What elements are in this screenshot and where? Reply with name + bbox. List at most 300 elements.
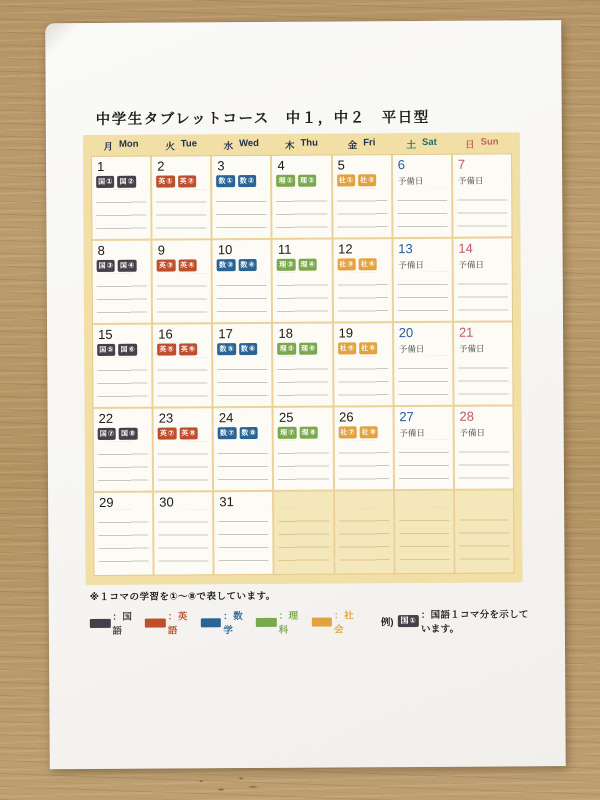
legend-color-chip — [311, 617, 332, 626]
subject-badge — [299, 343, 317, 355]
lesson-number: ⑦ — [107, 429, 115, 439]
calendar-empty-cell — [274, 492, 333, 574]
lesson-number: ⑤ — [167, 344, 174, 354]
subject-badge — [97, 260, 115, 272]
subject-kanji: 理 — [279, 261, 287, 269]
date-number: 15 — [98, 326, 113, 342]
calendar-day-cell — [212, 156, 271, 238]
date-number: 25 — [278, 409, 294, 425]
subject-kanji: 理 — [301, 429, 309, 437]
date-number: 24 — [218, 410, 234, 426]
day-header-sat — [392, 136, 452, 150]
badge-row — [217, 259, 271, 271]
subject-badge — [278, 343, 296, 355]
subject-badge — [298, 175, 316, 187]
reserve-day-label: 予備日 — [398, 260, 424, 271]
date-number: 31 — [219, 494, 234, 510]
day-header-en: Mon — [118, 138, 139, 150]
ruled-lines — [217, 273, 267, 319]
lesson-number: ② — [307, 175, 315, 185]
ruled-lines — [277, 273, 327, 319]
day-header-jp: 日 — [465, 139, 475, 151]
subject-badge — [299, 427, 317, 439]
subject-kanji: 英 — [181, 429, 189, 437]
subject-kanji: 理 — [300, 261, 308, 269]
subject-kanji: 国 — [119, 178, 127, 186]
badge-row — [157, 344, 211, 356]
day-header-jp: 火 — [165, 140, 175, 153]
badge-row — [218, 427, 272, 439]
ruled-lines — [156, 189, 206, 235]
subject-kanji: 社 — [340, 428, 348, 437]
day-header-en: Thu — [300, 137, 318, 149]
ruled-lines — [98, 442, 148, 488]
badge-row — [277, 175, 331, 187]
subject-kanji: 英 — [158, 262, 166, 270]
calendar-day-cell — [213, 324, 272, 406]
subject-kanji: 国 — [120, 262, 128, 270]
day-header-jp: 土 — [406, 139, 417, 151]
lesson-number: ② — [187, 176, 195, 186]
day-header-jp: 金 — [347, 139, 358, 151]
day-header-jp: 水 — [223, 140, 234, 152]
lesson-number: ⑦ — [288, 428, 295, 438]
subject-kanji: 英 — [180, 345, 188, 353]
ruled-lines — [278, 441, 328, 487]
date-number: 30 — [159, 494, 174, 510]
calendar-empty-cell — [455, 490, 514, 572]
subject-kanji: 数 — [219, 429, 227, 437]
subject-kanji: 理 — [279, 345, 287, 353]
day-header-en: Sat — [422, 136, 437, 148]
calendar-day-cell — [454, 406, 513, 488]
legend-item — [201, 608, 248, 636]
badge-row — [158, 428, 212, 440]
subject-badge — [277, 175, 295, 187]
ruled-lines — [338, 356, 388, 402]
lesson-number: ④ — [248, 260, 255, 270]
badge-row — [338, 342, 392, 354]
legend-item — [311, 607, 358, 635]
badge-row — [277, 259, 331, 271]
lesson-number: ⑧ — [129, 429, 136, 439]
subject-badge — [359, 343, 377, 355]
badge-row — [97, 260, 151, 272]
day-header-tue — [151, 138, 211, 152]
ruled-lines — [458, 355, 508, 401]
lesson-number: ③ — [226, 260, 234, 270]
date-number: 26 — [339, 409, 354, 425]
lesson-number: ⑤ — [347, 343, 355, 353]
reserve-day-label: 予備日 — [399, 428, 425, 439]
subject-kanji: 国 — [99, 346, 107, 354]
badge-row — [337, 258, 391, 270]
reserve-day-label: 予備日 — [458, 343, 485, 355]
subject-badge — [119, 428, 137, 440]
subject-badge — [179, 344, 197, 356]
subject-kanji: 理 — [299, 177, 307, 185]
lesson-number: ④ — [188, 260, 195, 270]
ruled-lines — [337, 188, 387, 234]
lesson-number: ① — [286, 176, 293, 186]
subject-badge — [118, 260, 136, 272]
subject-badge — [96, 176, 114, 188]
legend-label: ：理科 — [278, 610, 299, 636]
ruled-lines — [157, 357, 207, 403]
subject-kanji: 数 — [240, 345, 248, 353]
subject-badge — [278, 427, 296, 439]
calendar-day-cell — [213, 240, 272, 322]
subject-kanji: 国 — [120, 346, 128, 354]
day-header-jp: 木 — [284, 140, 295, 152]
ruled-lines — [218, 509, 269, 571]
lesson-number: ⑧ — [189, 428, 196, 438]
ruled-lines — [398, 440, 448, 486]
lesson-number: ② — [247, 176, 255, 186]
lesson-number: ① — [106, 177, 113, 187]
legend-row — [90, 606, 530, 637]
ruled-lines — [158, 441, 208, 487]
date-number: 18 — [278, 325, 294, 341]
calendar-day-cell — [94, 409, 153, 491]
subject-kanji: 理 — [278, 177, 286, 185]
legend-label: ：社会 — [334, 610, 355, 636]
calendar-day-cell — [273, 240, 332, 322]
day-header-thu — [271, 137, 331, 151]
reserve-day-label: 予備日 — [397, 176, 424, 187]
legend-label: ：国語 — [112, 611, 133, 637]
lesson-number: ⑦ — [348, 427, 355, 437]
date-number: 20 — [398, 325, 414, 341]
subject-kanji: 国 — [98, 262, 106, 270]
ruled-lines — [397, 188, 447, 234]
ruled-lines — [339, 508, 390, 570]
calendar-day-cell — [214, 492, 273, 574]
legend-label: ：数学 — [223, 611, 244, 637]
calendar-day-cell — [154, 408, 213, 490]
subject-badge — [216, 175, 234, 187]
subject-badge — [338, 343, 356, 355]
date-number: 10 — [217, 242, 233, 258]
monthly-calendar — [83, 132, 523, 585]
legend-item — [256, 608, 303, 636]
lesson-number: ③ — [166, 260, 174, 270]
calendar-day-cell — [394, 323, 453, 405]
badge-row — [96, 176, 150, 188]
ruled-lines — [459, 439, 509, 485]
subject-badge — [277, 259, 295, 271]
subject-kanji: 数 — [241, 429, 249, 437]
ruled-lines — [457, 187, 507, 233]
date-number: 19 — [338, 325, 354, 341]
calendar-day-cell — [272, 156, 331, 238]
calendar-day-cell — [153, 240, 212, 322]
subject-badge — [337, 175, 355, 187]
ruled-lines — [337, 272, 387, 318]
calendar-day-cell — [333, 239, 392, 321]
date-number: 27 — [399, 409, 414, 425]
subject-badge — [298, 259, 316, 271]
calendar-day-cell — [154, 492, 213, 574]
badge-row — [216, 175, 270, 187]
subject-badge — [158, 428, 176, 440]
subject-kanji: 理 — [300, 345, 308, 353]
legend-item — [145, 608, 192, 636]
day-header-en: Wed — [239, 137, 259, 149]
subject-kanji: 数 — [218, 177, 226, 185]
lesson-number: ① — [166, 176, 173, 186]
ruled-lines — [279, 509, 330, 571]
reserve-day-label: 予備日 — [457, 175, 484, 187]
date-number: 9 — [157, 242, 165, 258]
subject-kanji: 社 — [339, 260, 347, 269]
subject-kanji: 数 — [218, 261, 226, 269]
legend-color-chip — [201, 618, 222, 627]
subject-badge — [119, 344, 137, 356]
ruled-lines — [399, 508, 450, 570]
legend-example — [381, 606, 530, 635]
calendar-day-cell — [152, 156, 211, 238]
badge-row — [278, 427, 332, 439]
lesson-number: ④ — [308, 259, 315, 269]
lesson-number: ⑤ — [287, 344, 294, 354]
calendar-day-cell — [93, 241, 152, 323]
lesson-number: ④ — [368, 259, 375, 269]
day-header-jp: 月 — [103, 141, 114, 153]
calendar-day-cell — [453, 154, 512, 236]
page-title: 中学生タブレットコース 中１，中２ 平日型 — [95, 109, 430, 128]
subject-badge — [398, 615, 419, 627]
subject-kanji: 国 — [400, 616, 409, 626]
lesson-number: ⑧ — [309, 427, 316, 437]
calendar-day-cell — [453, 238, 512, 320]
reserve-day-label: 予備日 — [398, 344, 425, 355]
subject-kanji: 英 — [159, 430, 167, 438]
lesson-number: ⑦ — [167, 428, 175, 438]
calendar-day-cell — [93, 325, 152, 407]
badge-row — [337, 174, 391, 186]
calendar-empty-cell — [395, 491, 454, 573]
lesson-number: ⑦ — [227, 428, 235, 438]
ruled-lines — [158, 509, 209, 571]
date-number: 1 — [97, 158, 105, 174]
badge-row — [157, 260, 211, 272]
lesson-number: ⑤ — [107, 345, 114, 355]
subject-kanji: 英 — [179, 177, 187, 185]
badge-row — [98, 428, 152, 440]
ruled-lines — [218, 357, 268, 403]
date-number: 3 — [217, 158, 225, 174]
calendar-day-cell — [394, 407, 453, 489]
subject-badge — [97, 344, 115, 356]
date-number: 12 — [338, 241, 353, 257]
subject-kanji: 社 — [339, 344, 347, 353]
ruled-lines — [338, 440, 388, 486]
calendar-day-cell — [333, 155, 392, 237]
ruled-lines — [218, 441, 268, 487]
calendar-day-cell — [393, 239, 452, 321]
legend-label: ：英語 — [167, 611, 188, 637]
subject-badge — [156, 176, 174, 188]
lesson-number: ⑧ — [249, 428, 256, 438]
subject-kanji: 社 — [338, 176, 346, 185]
day-header-sun — [452, 136, 512, 150]
calendar-day-cell — [334, 323, 393, 405]
subject-kanji: 英 — [159, 346, 167, 354]
subject-badge — [239, 427, 257, 439]
subject-badge — [358, 175, 376, 187]
lesson-number: ④ — [127, 261, 135, 271]
date-number: 16 — [158, 326, 173, 342]
calendar-day-cell — [214, 408, 273, 490]
lesson-number: ② — [368, 175, 375, 185]
badge-row — [338, 426, 392, 438]
legend-color-chip — [256, 617, 277, 626]
ruled-lines — [97, 358, 147, 404]
subject-badge — [218, 427, 236, 439]
subject-kanji: 数 — [239, 177, 247, 185]
reserve-day-label: 予備日 — [458, 259, 485, 271]
legend-color-chip — [145, 618, 166, 627]
calendar-grid — [91, 153, 515, 576]
day-header-wed — [211, 137, 271, 151]
ruled-lines — [216, 189, 266, 235]
subject-badge — [238, 259, 256, 271]
calendar-day-cell — [334, 407, 393, 489]
calendar-day-cell — [393, 155, 452, 237]
ruled-lines — [157, 273, 207, 319]
subject-badge — [98, 428, 116, 440]
date-number: 2 — [157, 158, 165, 174]
lesson-number: ③ — [106, 261, 114, 271]
ruled-lines — [277, 189, 327, 235]
subject-kanji: 国 — [121, 430, 129, 438]
ruled-lines — [458, 271, 508, 317]
wood-scratch-marks — [185, 770, 265, 798]
ruled-lines — [278, 357, 328, 403]
day-header-en: Sun — [480, 135, 499, 148]
subject-kanji: 国 — [99, 430, 107, 438]
calendar-day-cell — [454, 322, 513, 404]
legend-example-text: ：国語１コマ分を示しています。 — [420, 609, 529, 635]
day-header-en: Fri — [363, 136, 376, 148]
badge-row — [278, 343, 332, 355]
day-header-fri — [331, 137, 391, 151]
ruled-lines — [98, 510, 149, 572]
subject-badge — [157, 344, 175, 356]
subject-kanji: 社 — [361, 344, 369, 352]
paper-sheet — [45, 20, 566, 769]
date-number: 8 — [97, 242, 105, 258]
legend-footnote: ※１コマの学習を①～⑧で表しています。 — [89, 590, 276, 604]
date-number: 28 — [459, 408, 474, 424]
subject-kanji: 数 — [219, 345, 227, 353]
lesson-number: ⑥ — [369, 343, 376, 353]
calendar-day-cell — [92, 157, 151, 239]
badge-row — [97, 344, 151, 356]
subject-kanji: 理 — [280, 429, 288, 437]
subject-badge — [178, 176, 196, 188]
date-number: 5 — [337, 157, 345, 173]
date-number: 6 — [397, 157, 406, 173]
legend-example-prefix: 例) — [380, 617, 394, 629]
ruled-lines — [397, 272, 447, 318]
ruled-lines — [459, 507, 510, 569]
day-header-row — [91, 132, 512, 156]
legend-color-chip — [90, 618, 111, 627]
legend-item — [90, 609, 137, 637]
calendar-day-cell — [274, 408, 333, 490]
day-header-en: Tue — [180, 137, 198, 149]
subject-badge — [239, 343, 257, 355]
lesson-number: ⑤ — [227, 344, 234, 354]
lesson-number: ⑧ — [369, 427, 376, 437]
date-number: 11 — [277, 241, 292, 257]
date-number: 23 — [158, 410, 174, 426]
date-number: 4 — [277, 157, 285, 173]
lesson-number: ① — [346, 175, 354, 185]
badge-row — [217, 343, 271, 355]
calendar-day-cell — [153, 324, 212, 406]
subject-kanji: 英 — [180, 261, 188, 269]
calendar-day-cell — [94, 493, 153, 575]
subject-badge — [157, 260, 175, 272]
subject-badge — [337, 259, 355, 271]
subject-badge — [179, 428, 197, 440]
date-number: 29 — [99, 494, 114, 510]
subject-kanji: 英 — [158, 178, 166, 186]
lesson-number: ① — [226, 176, 233, 186]
lesson-number: ② — [127, 177, 134, 187]
lesson-number: ⑥ — [188, 344, 196, 354]
legend-footer — [90, 586, 530, 637]
subject-badge — [360, 427, 378, 439]
ruled-lines — [96, 190, 146, 236]
subject-kanji: 数 — [240, 261, 248, 269]
calendar-empty-cell — [335, 491, 394, 573]
date-number: 13 — [398, 241, 413, 257]
date-number: 7 — [457, 156, 466, 172]
subject-badge — [217, 259, 235, 271]
subject-kanji: 社 — [360, 176, 368, 184]
ruled-lines — [398, 356, 448, 402]
subject-badge — [338, 427, 356, 439]
reserve-day-label: 予備日 — [459, 427, 486, 439]
ruled-lines — [97, 274, 147, 320]
date-number: 22 — [98, 410, 114, 426]
subject-kanji: 社 — [360, 260, 368, 268]
date-number: 14 — [458, 240, 473, 256]
lesson-number: ⑥ — [248, 344, 256, 354]
subject-kanji: 社 — [361, 428, 369, 436]
lesson-number: ⑥ — [128, 345, 135, 355]
day-header-mon — [91, 138, 151, 152]
date-number: 17 — [218, 326, 233, 342]
date-number: 21 — [458, 324, 474, 340]
subject-kanji: 国 — [98, 178, 106, 186]
lesson-number: ① — [409, 616, 416, 626]
lesson-number: ③ — [347, 259, 354, 269]
subject-badge — [238, 175, 256, 187]
subject-badge — [359, 259, 377, 271]
lesson-number: ③ — [287, 260, 294, 270]
subject-badge — [178, 260, 196, 272]
subject-badge — [217, 343, 235, 355]
subject-badge — [117, 176, 135, 188]
lesson-number: ⑥ — [308, 343, 316, 353]
badge-row — [156, 176, 210, 188]
calendar-day-cell — [273, 324, 332, 406]
